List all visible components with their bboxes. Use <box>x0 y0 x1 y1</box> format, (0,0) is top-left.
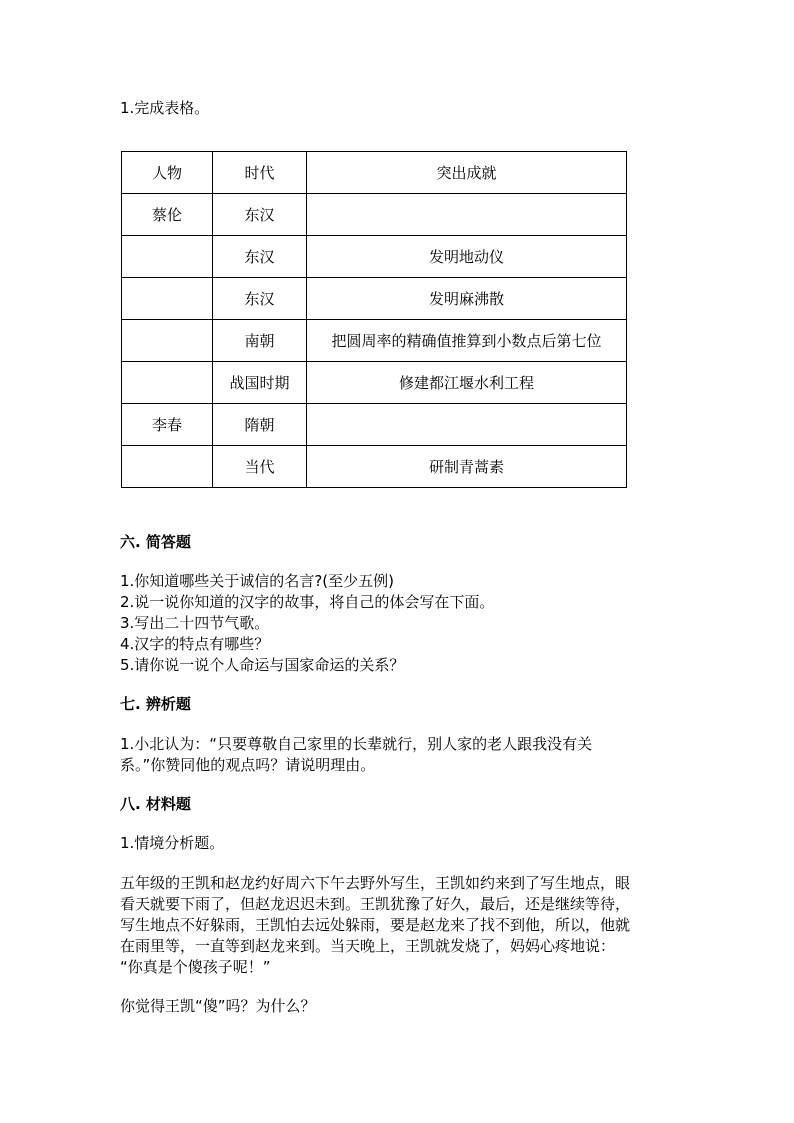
short-answer-item-5: 5.请你说一说个人命运与国家命运的关系？ <box>120 656 405 674</box>
cell-person: 李春 <box>122 404 213 446</box>
story-line-3: 写生地点不好躲雨，王凯怕去远处躲雨，要是赵龙来了找不到他，所以，他就 <box>120 916 631 934</box>
cell-person[interactable] <box>122 446 213 488</box>
cell-achievement: 把圆周率的精确值推算到小数点后第七位 <box>307 320 627 362</box>
short-answer-item-1: 1.你知道哪些关于诚信的名言?(至少五例) <box>120 572 394 590</box>
table-row <box>122 194 627 236</box>
cell-person[interactable] <box>122 362 213 404</box>
cell-era: 东汉 <box>213 278 307 320</box>
table-row <box>122 404 627 446</box>
cell-achievement[interactable] <box>307 194 627 236</box>
cell-achievement[interactable] <box>307 404 627 446</box>
cell-person[interactable]: 蔡伦 <box>122 194 213 236</box>
cell-person[interactable] <box>122 320 213 362</box>
header-achievement: 突出成就 <box>307 152 627 194</box>
achievement-table <box>121 151 627 488</box>
cell-era: 东汉 <box>213 236 307 278</box>
story-line-2: 看天就要下雨了，但赵龙迟迟未到。王凯犹豫了好久，最后，还是继续等待， <box>120 895 631 913</box>
section-8-title: 八. 材料题 <box>120 795 191 813</box>
cell-era: 南朝 <box>213 320 307 362</box>
cell-achievement: 发明地动仪 <box>307 236 627 278</box>
section-7-title: 七. 辨析题 <box>120 695 191 713</box>
table-row <box>122 320 627 362</box>
story-line-5: “你真是个傻孩子呢！” <box>120 958 271 976</box>
cell-person[interactable] <box>122 236 213 278</box>
table-row <box>122 446 627 488</box>
short-answer-item-3: 3.写出二十四节气歌。 <box>120 614 270 632</box>
analysis-question-line-1: 1.小北认为：“只要尊敬自己家里的长辈就行，别人家的老人跟我没有关 <box>120 735 593 753</box>
cell-achievement: 研制青蒿素 <box>307 446 627 488</box>
cell-era: 当代 <box>213 446 307 488</box>
material-question-1: 1.情境分析题。 <box>120 834 225 852</box>
short-answer-item-2: 2.说一说你知道的汉字的故事，将自己的体会写在下面。 <box>120 593 495 611</box>
cell-era: 战国时期 <box>213 362 307 404</box>
cell-era: 隋朝 <box>213 404 307 446</box>
section-6-title: 六. 简答题 <box>120 533 191 551</box>
short-answer-item-4: 4.汉字的特点有哪些？ <box>120 635 270 653</box>
material-question-prompt: 你觉得王凯“傻”吗？为什么？ <box>120 997 316 1015</box>
cell-person[interactable] <box>122 278 213 320</box>
cell-achievement: 发明麻沸散 <box>307 278 627 320</box>
analysis-question-line-2: 系。”你赞同他的观点吗？请说明理由。 <box>120 756 376 774</box>
table-header-row <box>122 152 627 194</box>
cell-achievement: 修建都江堰水利工程 <box>307 362 627 404</box>
table-row <box>122 362 627 404</box>
table-row <box>122 278 627 320</box>
question-1-heading: 1.完成表格。 <box>120 99 210 117</box>
story-line-4: 在雨里等，一直等到赵龙来到。当天晚上，王凯就发烧了，妈妈心疼地说： <box>120 937 616 955</box>
header-person: 人物 <box>122 152 213 194</box>
story-line-1: 五年级的王凯和赵龙约好周六下午去野外写生，王凯如约来到了写生地点，眼 <box>120 874 631 892</box>
table-row <box>122 236 627 278</box>
header-era: 时代 <box>213 152 307 194</box>
cell-era: 东汉 <box>213 194 307 236</box>
